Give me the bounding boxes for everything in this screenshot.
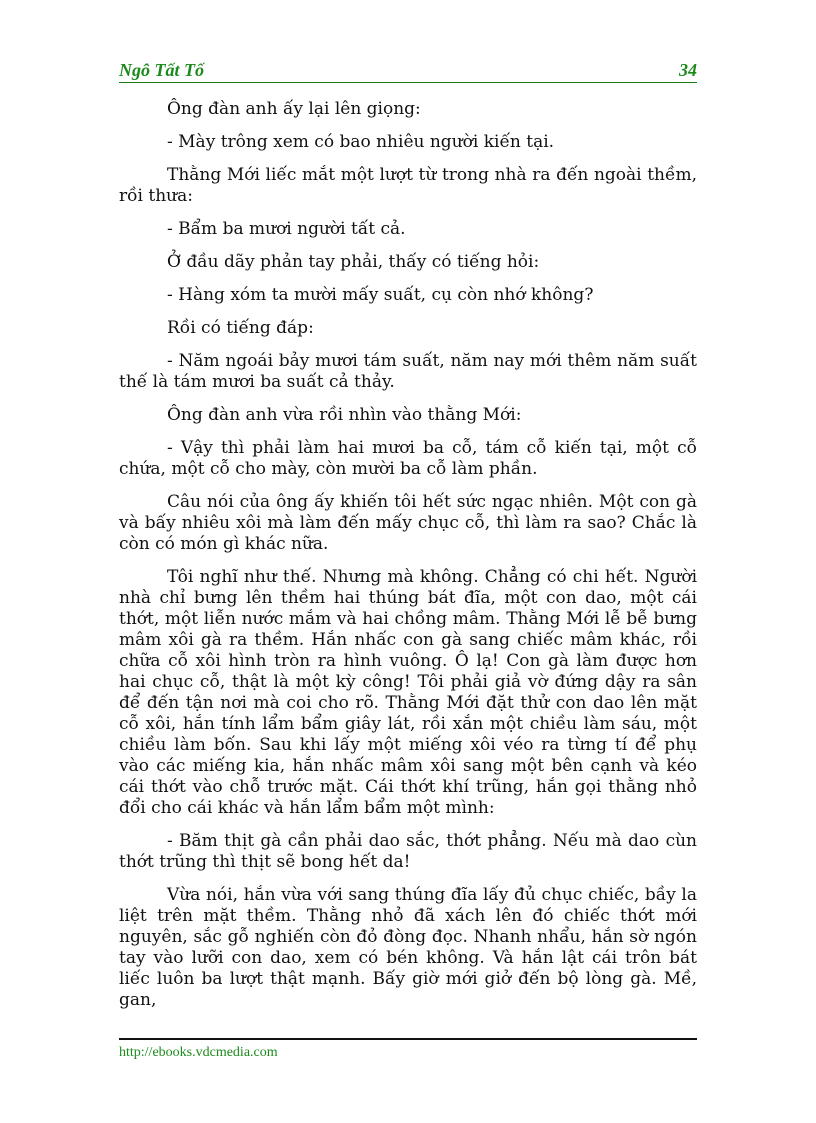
paragraph: - Băm thịt gà cần phải dao sắc, thớt phẳng. Nếu mà dao cùn thớt trũng thì thịt sẽ bong hết da! xyxy=(119,831,697,872)
page-header xyxy=(119,58,697,83)
paragraph: - Hàng xóm ta mười mấy suất, cụ còn nhớ không? xyxy=(167,285,594,305)
paragraph: Câu nói của ông ấy khiến tôi hết sức ngạc nhiên. Một con gà và bấy nhiêu xôi mà làm đến mấy chục cỗ, thì làm ra sao? Chắc là còn có món gì khác nữa. xyxy=(119,492,697,554)
paragraph: Ông đàn anh ấy lại lên giọng: xyxy=(167,99,421,119)
paragraph: Thằng Mới liếc mắt một lượt từ trong nhà ra đến ngoài thềm, rồi thưa: xyxy=(119,165,697,206)
page-body xyxy=(119,99,697,1023)
paragraph: - Mày trông xem có bao nhiêu người kiến tại. xyxy=(167,132,555,152)
header-page-number: 34 xyxy=(679,60,697,80)
paragraph: - Vậy thì phải làm hai mươi ba cỗ, tám cỗ kiến tại, một cỗ chứa, một cỗ cho mày, còn mười ba cỗ làm phần. xyxy=(119,438,697,479)
paragraph: Tôi nghĩ như thế. Nhưng mà không. Chẳng có chi hết. Người nhà chỉ bưng lên thềm hai thúng bát đĩa, một con dao, một cái thớt, một liễn nước mắm và hai chồng mâm. Thằng Mới lễ bễ bưng mâm xôi gà ra thềm. Hắn nhấc con gà sang chiếc mâm khác, rồi chữa cỗ xôi hình tròn ra hình vuông. Ô lạ! Con gà làm được hơn hai chục cỗ, thật là một kỳ công! Tôi phải giả vờ đứng dậy ra sân để đến tận nơi mà coi cho rõ. Thằng Mới đặt thử con dao lên mặt cỗ xôi, hắn tính lẩm bẩm giây lát, rồi xắn một chiều làm sáu, một chiều làm bốn. Sau khi lấy một miếng xôi véo ra từng tí để phụ vào các miếng kia, hắn nhấc mâm xôi sang một bên cạnh và kéo cái thớt vào chỗ trước mặt. Cái thớt khí trũng, hắn gọi thằng nhỏ đổi cho cái khác và hắn lẩm bẩm một mình: xyxy=(119,567,697,818)
paragraph: Ở đầu dãy phản tay phải, thấy có tiếng hỏi: xyxy=(167,252,540,272)
header-author: Ngô Tất Tố xyxy=(119,60,204,80)
paragraph: Vừa nói, hắn vừa với sang thúng đĩa lấy đủ chục chiếc, bầy la liệt trên mặt thềm. Thằng nhỏ đã xách lên đó chiếc thớt mới nguyên, sắc gỗ nghiến còn đỏ đòng đọc. Nhanh nhẩu, hắn sờ ngón tay vào lưỡi con dao, xem có bén không. Và hắn lật cái trôn bát liếc luôn ba lượt thật mạnh. Bấy giờ mới giở đến bộ lòng gà. Mề, gan, xyxy=(119,885,697,1010)
paragraph: - Bẩm ba mươi người tất cả. xyxy=(167,219,406,239)
paragraph: Ông đàn anh vừa rồi nhìn vào thằng Mới: xyxy=(167,405,522,425)
footer-divider xyxy=(119,1038,697,1040)
footer-link[interactable]: http://ebooks.vdcmedia.com xyxy=(119,1045,278,1060)
paragraph: - Năm ngoái bảy mươi tám suất, năm nay mới thêm năm suất thế là tám mươi ba suất cả thảy. xyxy=(119,351,697,392)
paragraph: Rồi có tiếng đáp: xyxy=(167,318,314,338)
